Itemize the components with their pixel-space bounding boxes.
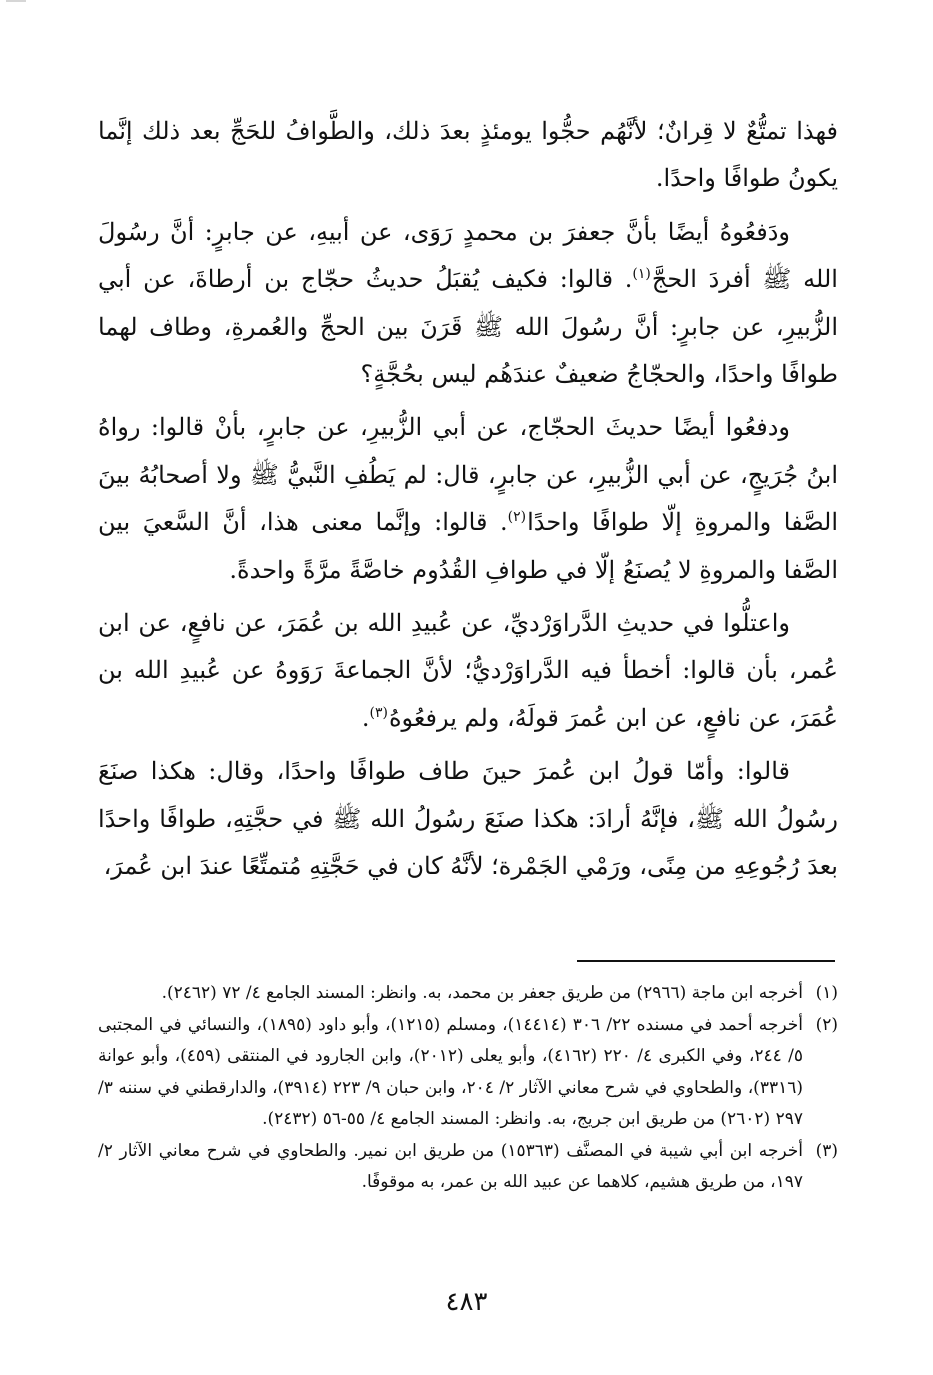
footnote-number: (٢) xyxy=(815,1014,839,1035)
footnote-text: أخرجه ابن أبي شيبة في المصنَّف (١٥٣٦٣) من طريق ابن نمير. والطحاوي في شرح معاني الآثار ٢/ ١٩٧، من طريق هشيم، كلاهما عن عبيد الله بن عمر، به موقوفًا. xyxy=(98,1140,804,1192)
footnotes-section xyxy=(98,978,838,1199)
paragraph-text: واعتلُّوا في حديثِ الدَّراوَرْديِّ، عن عُبيدِ الله بن عُمَرَ، عن نافعٍ، عن ابن عُمر، بأن قالوا: أخطأ فيه الدَّراوَرْديُّ؛ لأنَّ الجماعةَ رَوَوهُ عن عُبيدِ الله بن عُمَرَ، عن نافعٍ، عن ابن عُمرَ قولَهُ، ولم يرفعُوهُ xyxy=(98,609,838,732)
footnote-number: (٣) xyxy=(815,1140,839,1161)
footnote-separator xyxy=(577,960,835,962)
paragraph-text: فهذا تمتُّعٌ لا قِرانٌ؛ لأنَّهُم حجُّوا يومئذٍ بعدَ ذلك، والطَّوافُ للحَجِّ بعد ذلك إنَّما يكونُ طوافًا واحدًا. xyxy=(98,117,838,193)
footnote xyxy=(98,978,838,1010)
footnote-reference[interactable]: (١) xyxy=(632,266,651,283)
scan-corner-mark xyxy=(6,0,26,30)
paragraph xyxy=(98,404,838,594)
footnote-reference[interactable]: (٢) xyxy=(507,509,527,526)
main-body-text xyxy=(98,108,838,897)
paragraph-text: ودَفعُوهُ أيضًا بأنَّ جعفرَ بن محمدٍ رَوَى، عن أبيهِ، عن جابرٍ: أنَّ رسُولَ الله ﷺ أفردَ الحجَّ xyxy=(98,217,838,294)
footnote-text: أخرجه أحمد في مسنده ٢٢/ ٣٠٦ (١٤٤١٤)، ومسلم (١٢١٥)، وأبو داود (١٨٩٥)، والنسائي في المجتبى ٥/ ٢٤٤، وفي الكبرى ٤/ ٢٢٠ (٤١٦٢)، وأبو يعلى (٢٠١٢)، وابن الجارود في المنتقى (٤٥٩)، وأبو عوانة (٣٣١٦)، والطحاوي في شرح معاني الآثار ٢/ ٢٠٤، وابن حبان ٩/ ٢٢٣ (٣٩١٤)، والدارقطني في سننه ٣/ ٢٩٧ (٢٦٠٢) من طريق ابن جريج، به. وانظر: المسند الجامع ٤/ ٥٥-٥٦ (٢٤٣٢). xyxy=(98,1014,804,1129)
paragraph xyxy=(98,108,838,203)
footnote-number: (١) xyxy=(815,983,838,1003)
footnote xyxy=(98,1010,838,1136)
paragraph xyxy=(98,600,838,742)
paragraph-text: . قالوا: وإنَّما معنى هذا، أنَّ السَّعيَ بين الصَّفا والمروةِ لا يُصنَعُ إلّا في طوافِ القُدُوم خاصَّةً مرَّةً واحدةً. xyxy=(98,508,838,584)
paragraph xyxy=(98,748,838,890)
paragraph-text: . xyxy=(361,703,370,732)
paragraph-text: . قالوا: فكيف يُقبَلُ حديثُ حجّاج بن أرطاةَ، عن أبي الزُّبيرِ، عن جابرٍ: أنَّ رسُولَ الله ﷺ قَرَنَ بين الحجِّ والعُمرةِ، وطاف لهما طوافًا واحدًا، والحجّاجُ ضعيفٌ عندَهُم ليس بحُجَّةٍ؟ xyxy=(98,265,838,389)
paragraph-text: ودفعُوا أيضًا حديثَ الحجّاج، عن أبي الزُّبيرِ، عن جابرٍ، بأنْ قالوا: رواهُ ابنُ جُرَيجٍ، عن أبي الزُّبيرِ، عن جابرٍ، قال: لم يَطُفِ النَّبيُّ ﷺ ولا أصحابُهُ بينَ الصَّفا والمروةِ إلّا طوافًا واحدًا xyxy=(98,413,839,537)
footnote-text: أخرجه ابن ماجة (٢٩٦٦) من طريق جعفر بن محمد، به. وانظر: المسند الجامع ٤/ ٧٢ (٢٤٦٢). xyxy=(161,983,803,1003)
footnote xyxy=(98,1136,838,1199)
footnote-reference[interactable]: (٣) xyxy=(369,704,388,721)
page-number: ٤٨٣ xyxy=(445,1287,488,1317)
paragraph-text: قالوا: وأمّا قولُ ابن عُمرَ حينَ طاف طوافًا واحدًا، وقال: هكذا صنَعَ رسُولُ الله ﷺ، فإنَّهُ أرادَ: هكذا صنَعَ رسُولُ الله ﷺ في حجَّتِهِ، طوافًا واحدًا بعدَ رُجُوعِهِ من مِنًى، ورَمْي الجَمْرة؛ لأنَّهُ كان في حَجَّتِهِ مُتمتِّعًا عندَ ابن عُمرَ، xyxy=(98,757,838,881)
paragraph xyxy=(98,209,838,399)
